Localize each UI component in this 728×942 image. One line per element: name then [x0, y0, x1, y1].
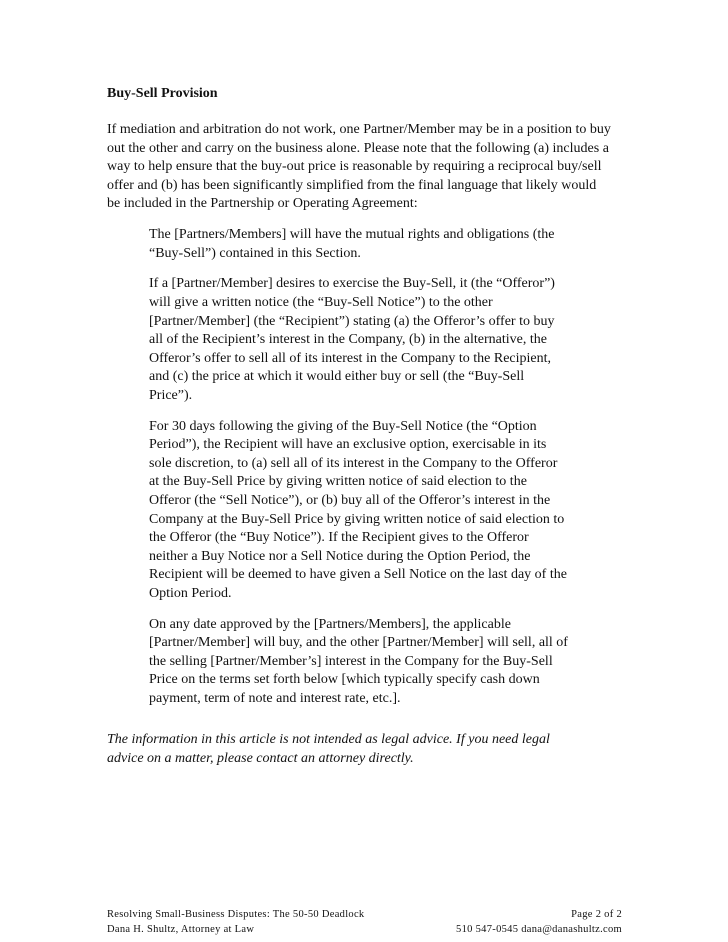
intro-line: out the other and carry on the business alone. Please note that the following (a) includes a — [107, 141, 609, 156]
provision-line: all of the Recipient’s interest in the Company, (b) in the alternative, the — [149, 332, 547, 347]
footer-page-number: Page 2 of 2 — [571, 909, 622, 920]
intro-line: way to help ensure that the buy-out price is reasonable by requiring a reciprocal buy/sell — [107, 159, 602, 174]
provision-line: Company at the Buy-Sell Price by giving written notice of said election to — [149, 512, 565, 527]
provision-line: neither a Buy Notice nor a Sell Notice during the Option Period, the — [149, 549, 531, 564]
provision-line: [Partner/Member] will buy, and the other [Partner/Member] will sell, all of — [149, 635, 568, 650]
disclaimer-line: The information in this article is not intended as legal advice. If you need legal — [107, 732, 550, 747]
provision-line: If a [Partner/Member] desires to exercise the Buy-Sell, it (the “Offeror”) — [149, 276, 555, 291]
provision-line: Price”). — [149, 388, 193, 403]
intro-line: If mediation and arbitration do not work, one Partner/Member may be in a position to buy — [107, 122, 611, 137]
disclaimer-line: advice on a matter, please contact an attorney directly. — [107, 751, 414, 766]
provision-line: Option Period. — [149, 586, 232, 601]
provision-line: Offeror (the “Sell Notice”), or (b) buy all of the Offeror’s interest in the — [149, 493, 551, 508]
provision-line: the Offeror (the “Buy Notice”). If the Recipient gives to the Offeror — [149, 530, 529, 545]
provision-line: On any date approved by the [Partners/Members], the applicable — [149, 617, 511, 632]
provision-line: Period”), the Recipient will have an exclusive option, exercisable in its — [149, 437, 547, 452]
intro-line: be included in the Partnership or Operating Agreement: — [107, 196, 418, 211]
provision-line: “Buy-Sell”) contained in this Section. — [149, 246, 361, 261]
provision-line: For 30 days following the giving of the Buy-Sell Notice (the “Option — [149, 419, 537, 434]
footer-contact: 510 547-0545 dana@danashultz.com — [456, 924, 622, 935]
provision-line: Offeror’s offer to sell all of its interest in the Company to the Recipient, — [149, 351, 552, 366]
provision-line: Price on the terms set forth below [which typically specify cash down — [149, 672, 540, 687]
intro-line: offer and (b) has been significantly simplified from the final language that likely would — [107, 178, 597, 193]
provision-line: at the Buy-Sell Price by giving written notice of said election to the — [149, 474, 527, 489]
provision-line: sole discretion, to (a) sell all of its interest in the Company to the Offeror — [149, 456, 558, 471]
provision-line: Recipient will be deemed to have given a Sell Notice on the last day of the — [149, 567, 567, 582]
provision-line: [Partner/Member] (the “Recipient”) stating (a) the Offeror’s offer to buy — [149, 314, 555, 329]
footer-document-title: Resolving Small-Business Disputes: The 50-50 Deadlock — [107, 909, 365, 920]
provision-line: The [Partners/Members] will have the mutual rights and obligations (the — [149, 227, 555, 242]
footer-author: Dana H. Shultz, Attorney at Law — [107, 924, 255, 935]
provision-line: the selling [Partner/Member’s] interest in the Company for the Buy-Sell — [149, 654, 553, 669]
document-title: Buy-Sell Provision — [107, 86, 218, 101]
provision-line: will give a written notice (the “Buy-Sell Notice”) to the other — [149, 295, 493, 310]
provision-line: and (c) the price at which it would either buy or sell (the “Buy-Sell — [149, 369, 525, 384]
provision-line: payment, term of note and interest rate, etc.]. — [149, 691, 401, 706]
